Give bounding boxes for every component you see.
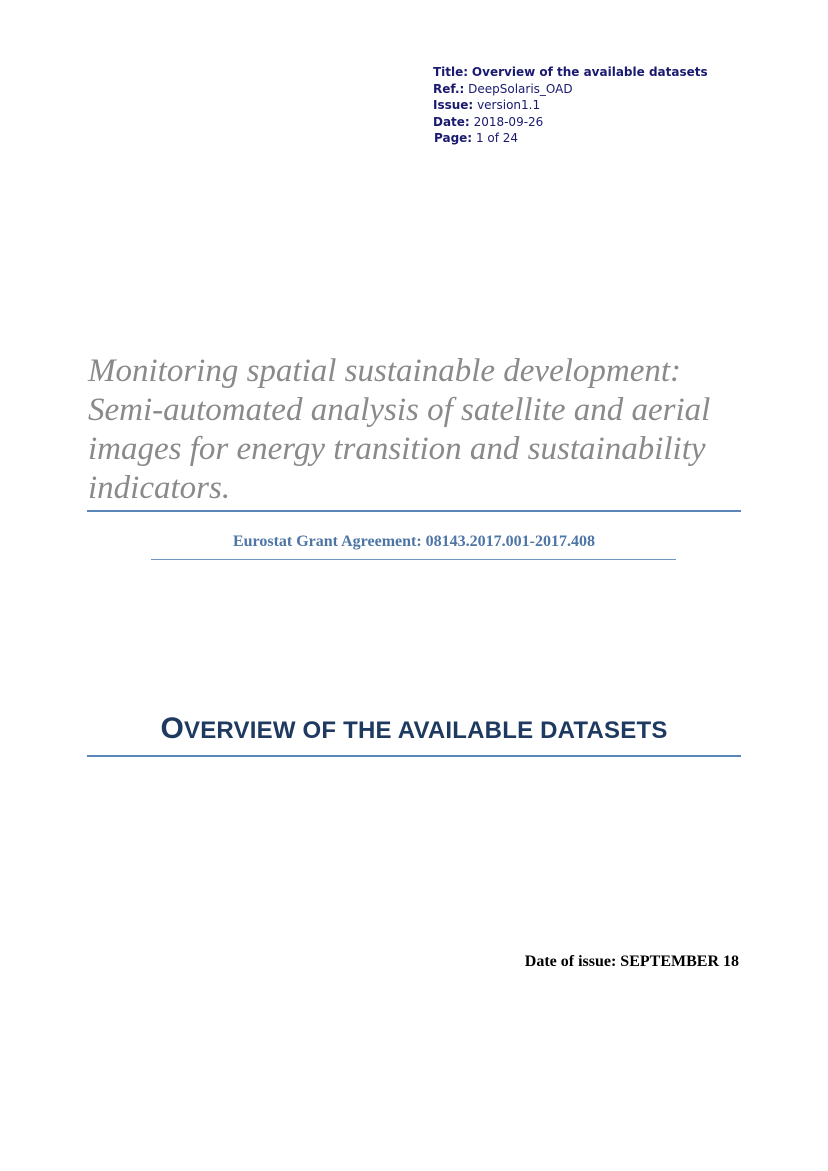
meta-title-label: Title: [433, 65, 469, 79]
document-title-initial: O [160, 712, 185, 745]
project-title-line-4: indicators. [88, 470, 231, 506]
meta-ref-label: Ref.: [433, 81, 465, 96]
meta-title-row [433, 64, 708, 81]
document-metadata [433, 64, 708, 147]
meta-ref-row [433, 81, 708, 98]
meta-date-row [433, 114, 708, 131]
document-title-divider [87, 755, 741, 757]
grant-divider [151, 559, 676, 560]
meta-page-value: 1 of 24 [475, 131, 519, 145]
project-title-line-3: images for energy transition and sustainability [88, 431, 706, 467]
date-of-issue: Date of issue: SEPTEMBER 18 [524, 953, 739, 970]
meta-date-value: 2018-09-26 [473, 114, 544, 129]
document-title-rest: VERVIEW OF THE AVAILABLE DATASETS [184, 717, 668, 744]
project-title-line-1: Monitoring spatial sustainable development: [88, 353, 682, 389]
title-divider [87, 510, 741, 512]
meta-page-label: Page: [434, 131, 473, 145]
project-title [88, 352, 748, 508]
document-title [0, 712, 828, 746]
meta-date-label: Date: [433, 114, 470, 129]
meta-issue-value: version1.1 [477, 98, 541, 112]
project-title-line-2: Semi-automated analysis of satellite and aerial [88, 392, 711, 428]
meta-issue-row [433, 97, 708, 114]
meta-page-row [433, 130, 708, 147]
meta-issue-label: Issue: [433, 98, 474, 112]
meta-ref-value: DeepSolaris_OAD [468, 81, 573, 96]
meta-title-value: Overview of the available datasets [471, 65, 708, 79]
grant-agreement: Eurostat Grant Agreement: 08143.2017.001-2017.408 [232, 533, 596, 550]
